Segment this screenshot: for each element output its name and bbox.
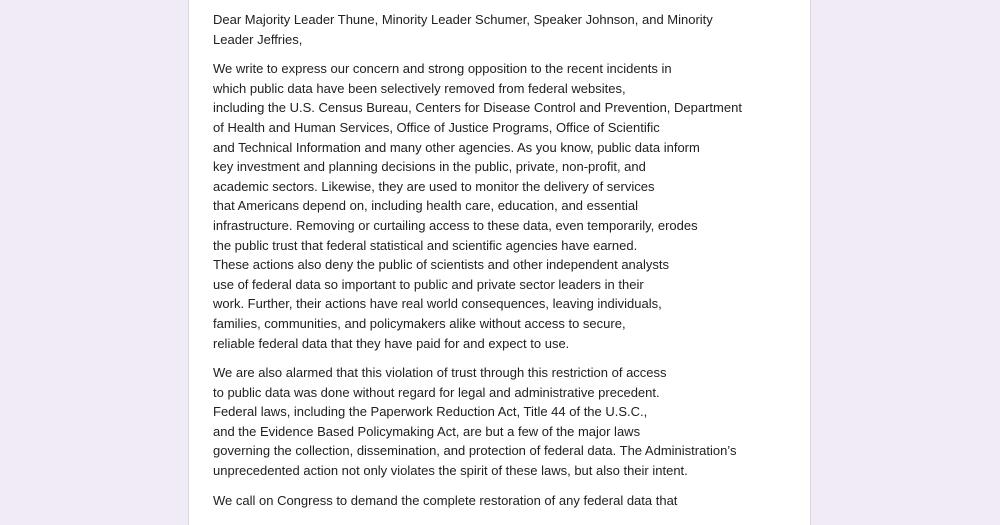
document-page — [188, 0, 811, 525]
paragraph-line: unprecedented action not only violates the spirit of these laws, but also their intent. — [213, 463, 688, 479]
paragraph-line: which public data have been selectively removed from federal websites, — [213, 80, 626, 96]
paragraph-line: and Technical Information and many other agencies. As you know, public data inform — [213, 139, 700, 155]
paragraph-line: We write to express our concern and strong opposition to the recent incidents in — [213, 61, 672, 77]
paragraph-line: that Americans depend on, including health care, education, and essential — [213, 198, 638, 214]
paragraph-2 — [213, 363, 811, 481]
salutation-line: Leader Jeffries, — [213, 31, 303, 47]
paragraph-line: reliable federal data that they have paid for and expect to use. — [213, 335, 570, 351]
paragraph-line: work. Further, their actions have real world consequences, leaving individuals, — [213, 296, 662, 312]
paragraph-line: of Health and Human Services, Office of Justice Programs, Office of Scientific — [213, 119, 660, 135]
paragraph-line: key investment and planning decisions in the public, private, non-profit, and — [213, 159, 646, 175]
salutation — [213, 10, 811, 49]
paragraph-line: and the Evidence Based Policymaking Act, are but a few of the major laws — [213, 423, 641, 439]
paragraph-line: infrastructure. Removing or curtailing access to these data, even temporarily, erodes — [213, 217, 698, 233]
letter-body — [213, 10, 811, 520]
paragraph-line: We are also alarmed that this violation of trust through this restriction of access — [213, 365, 667, 381]
paragraph-3 — [213, 491, 811, 511]
paragraph-1 — [213, 59, 811, 353]
paragraph-line: families, communities, and policymakers alike without access to secure, — [213, 315, 626, 331]
paragraph-line: Federal laws, including the Paperwork Reduction Act, Title 44 of the U.S.C., — [213, 404, 648, 420]
salutation-line: Dear Majority Leader Thune, Minority Leader Schumer, Speaker Johnson, and Minority — [213, 12, 713, 27]
paragraph-line: We call on Congress to demand the complete restoration of any federal data that — [213, 492, 678, 508]
paragraph-line: the public trust that federal statistical and scientific agencies have earned. — [213, 237, 638, 253]
paragraph-line: These actions also deny the public of scientists and other independent analysts — [213, 257, 670, 273]
paragraph-line: academic sectors. Likewise, they are used to monitor the delivery of services — [213, 178, 655, 194]
paragraph-line: use of federal data so important to public and private sector leaders in their — [213, 276, 644, 292]
paragraph-line: governing the collection, dissemination, and protection of federal data. The Administration’s — [213, 443, 737, 459]
paragraph-line: including the U.S. Census Bureau, Centers for Disease Control and Prevention, Department — [213, 100, 742, 116]
paragraph-line: to public data was done without regard for legal and administrative precedent. — [213, 384, 660, 400]
